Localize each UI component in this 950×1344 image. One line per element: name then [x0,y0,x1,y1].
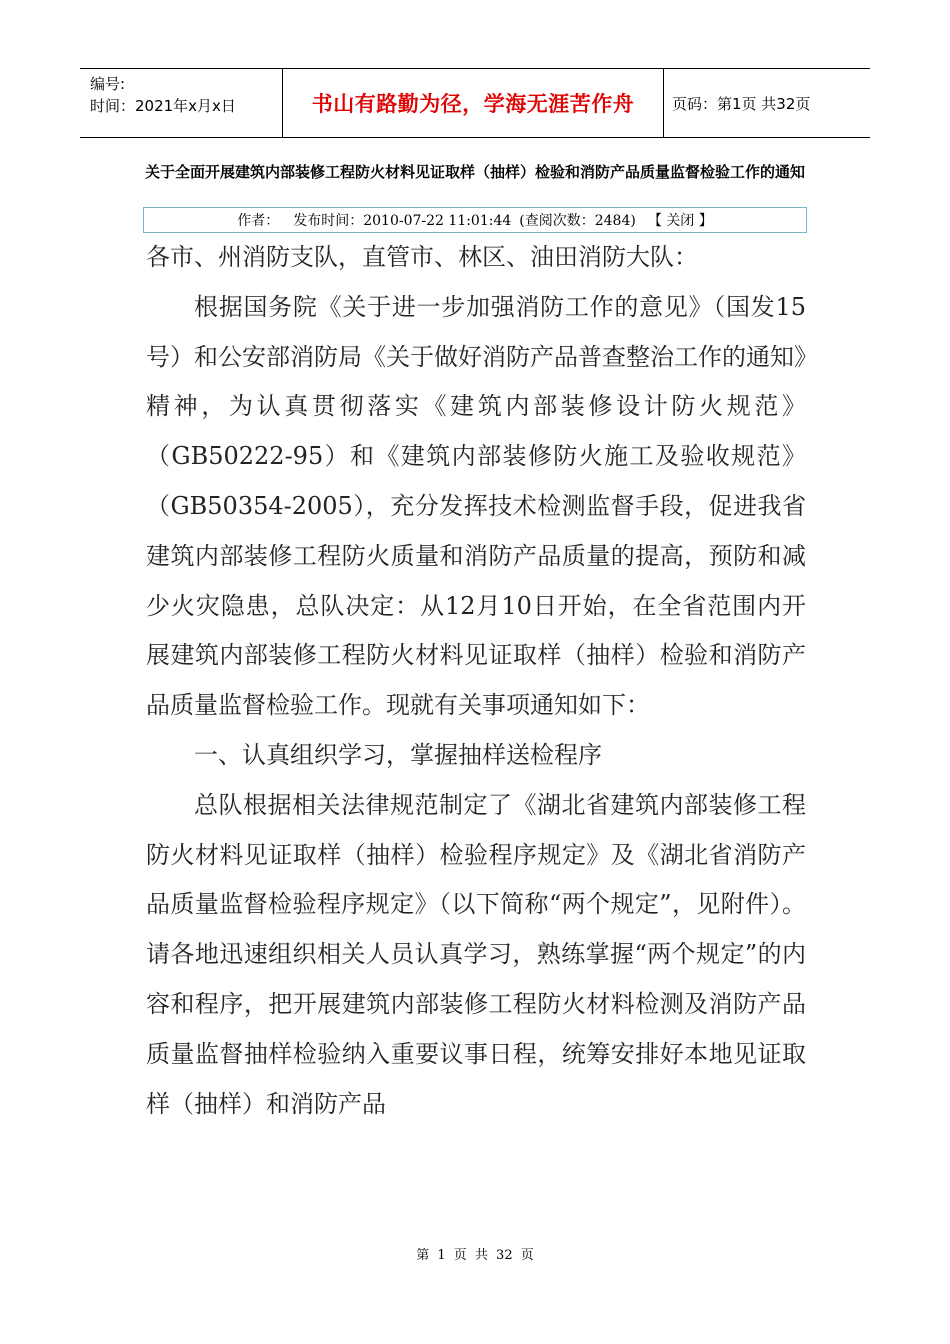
article-meta-bar [143,207,807,233]
body-paragraph: 总队根据相关法律规范制定了《湖北省建筑内部装修工程防火材料见证取样（抽样）检验程序规定》及《湖北省消防产品质量监督检验程序规定》（以下简称“两个规定”，见附件）。请各地迅速组织相关人员认真学习，熟练掌握“两个规定”的内容和程序，把开展建筑内部装修工程防火材料检测及消防产品质量监督抽样检验纳入重要议事日程，统筹安排好本地见证取样（抽样）和消防产品 [146,790,806,1118]
header-info [80,69,282,137]
meta-view-count: (查阅次数：2484) [519,213,636,229]
close-button[interactable]: 【 关闭 】 [647,213,713,229]
page-footer: 第 1 页 共 32 页 [416,1248,534,1263]
section-heading: 一、认真组织学习，掌握抽样送检程序 [194,740,602,769]
document-number-label: 编号: [90,75,126,93]
document-body [146,233,806,1129]
meta-author: 作者： [237,213,280,229]
document-time-label: 时间：2021年x月x日 [90,97,236,115]
header-motto: 书山有路勤为径，学海无涯苦作舟 [282,69,664,137]
body-paragraph: 根据国务院《关于进一步加强消防工作的意见》（国发15号）和公安部消防局《关于做好消防产品普查整治工作的通知》精神，为认真贯彻落实《建筑内部装修设计防火规范》（GB50222-95）和《建筑内部装修防火施工及验收规范》（GB50354-2005），充分发挥技术检测监督手段，促进我省建筑内部装修工程防火质量和消防产品质量的提高，预防和减少火灾隐患，总队决定：从12月10日开始，在全省范围内开展建筑内部装修工程防火材料见证取样（抽样）检验和消防产品质量监督检验工作。现就有关事项通知如下： [146,292,806,720]
header-page-info: 页码：第1页 共32页 [672,94,811,113]
document-title: 关于全面开展建筑内部装修工程防火材料见证取样（抽样）检验和消防产品质量监督检验工作的通知 [144,163,805,181]
meta-publish-time: 发布时间：2010-07-22 11:01:44 [293,213,512,229]
page-header [80,68,870,138]
body-paragraph-salutation: 各市、州消防支队，直管市、林区、油田消防大队： [146,243,698,271]
